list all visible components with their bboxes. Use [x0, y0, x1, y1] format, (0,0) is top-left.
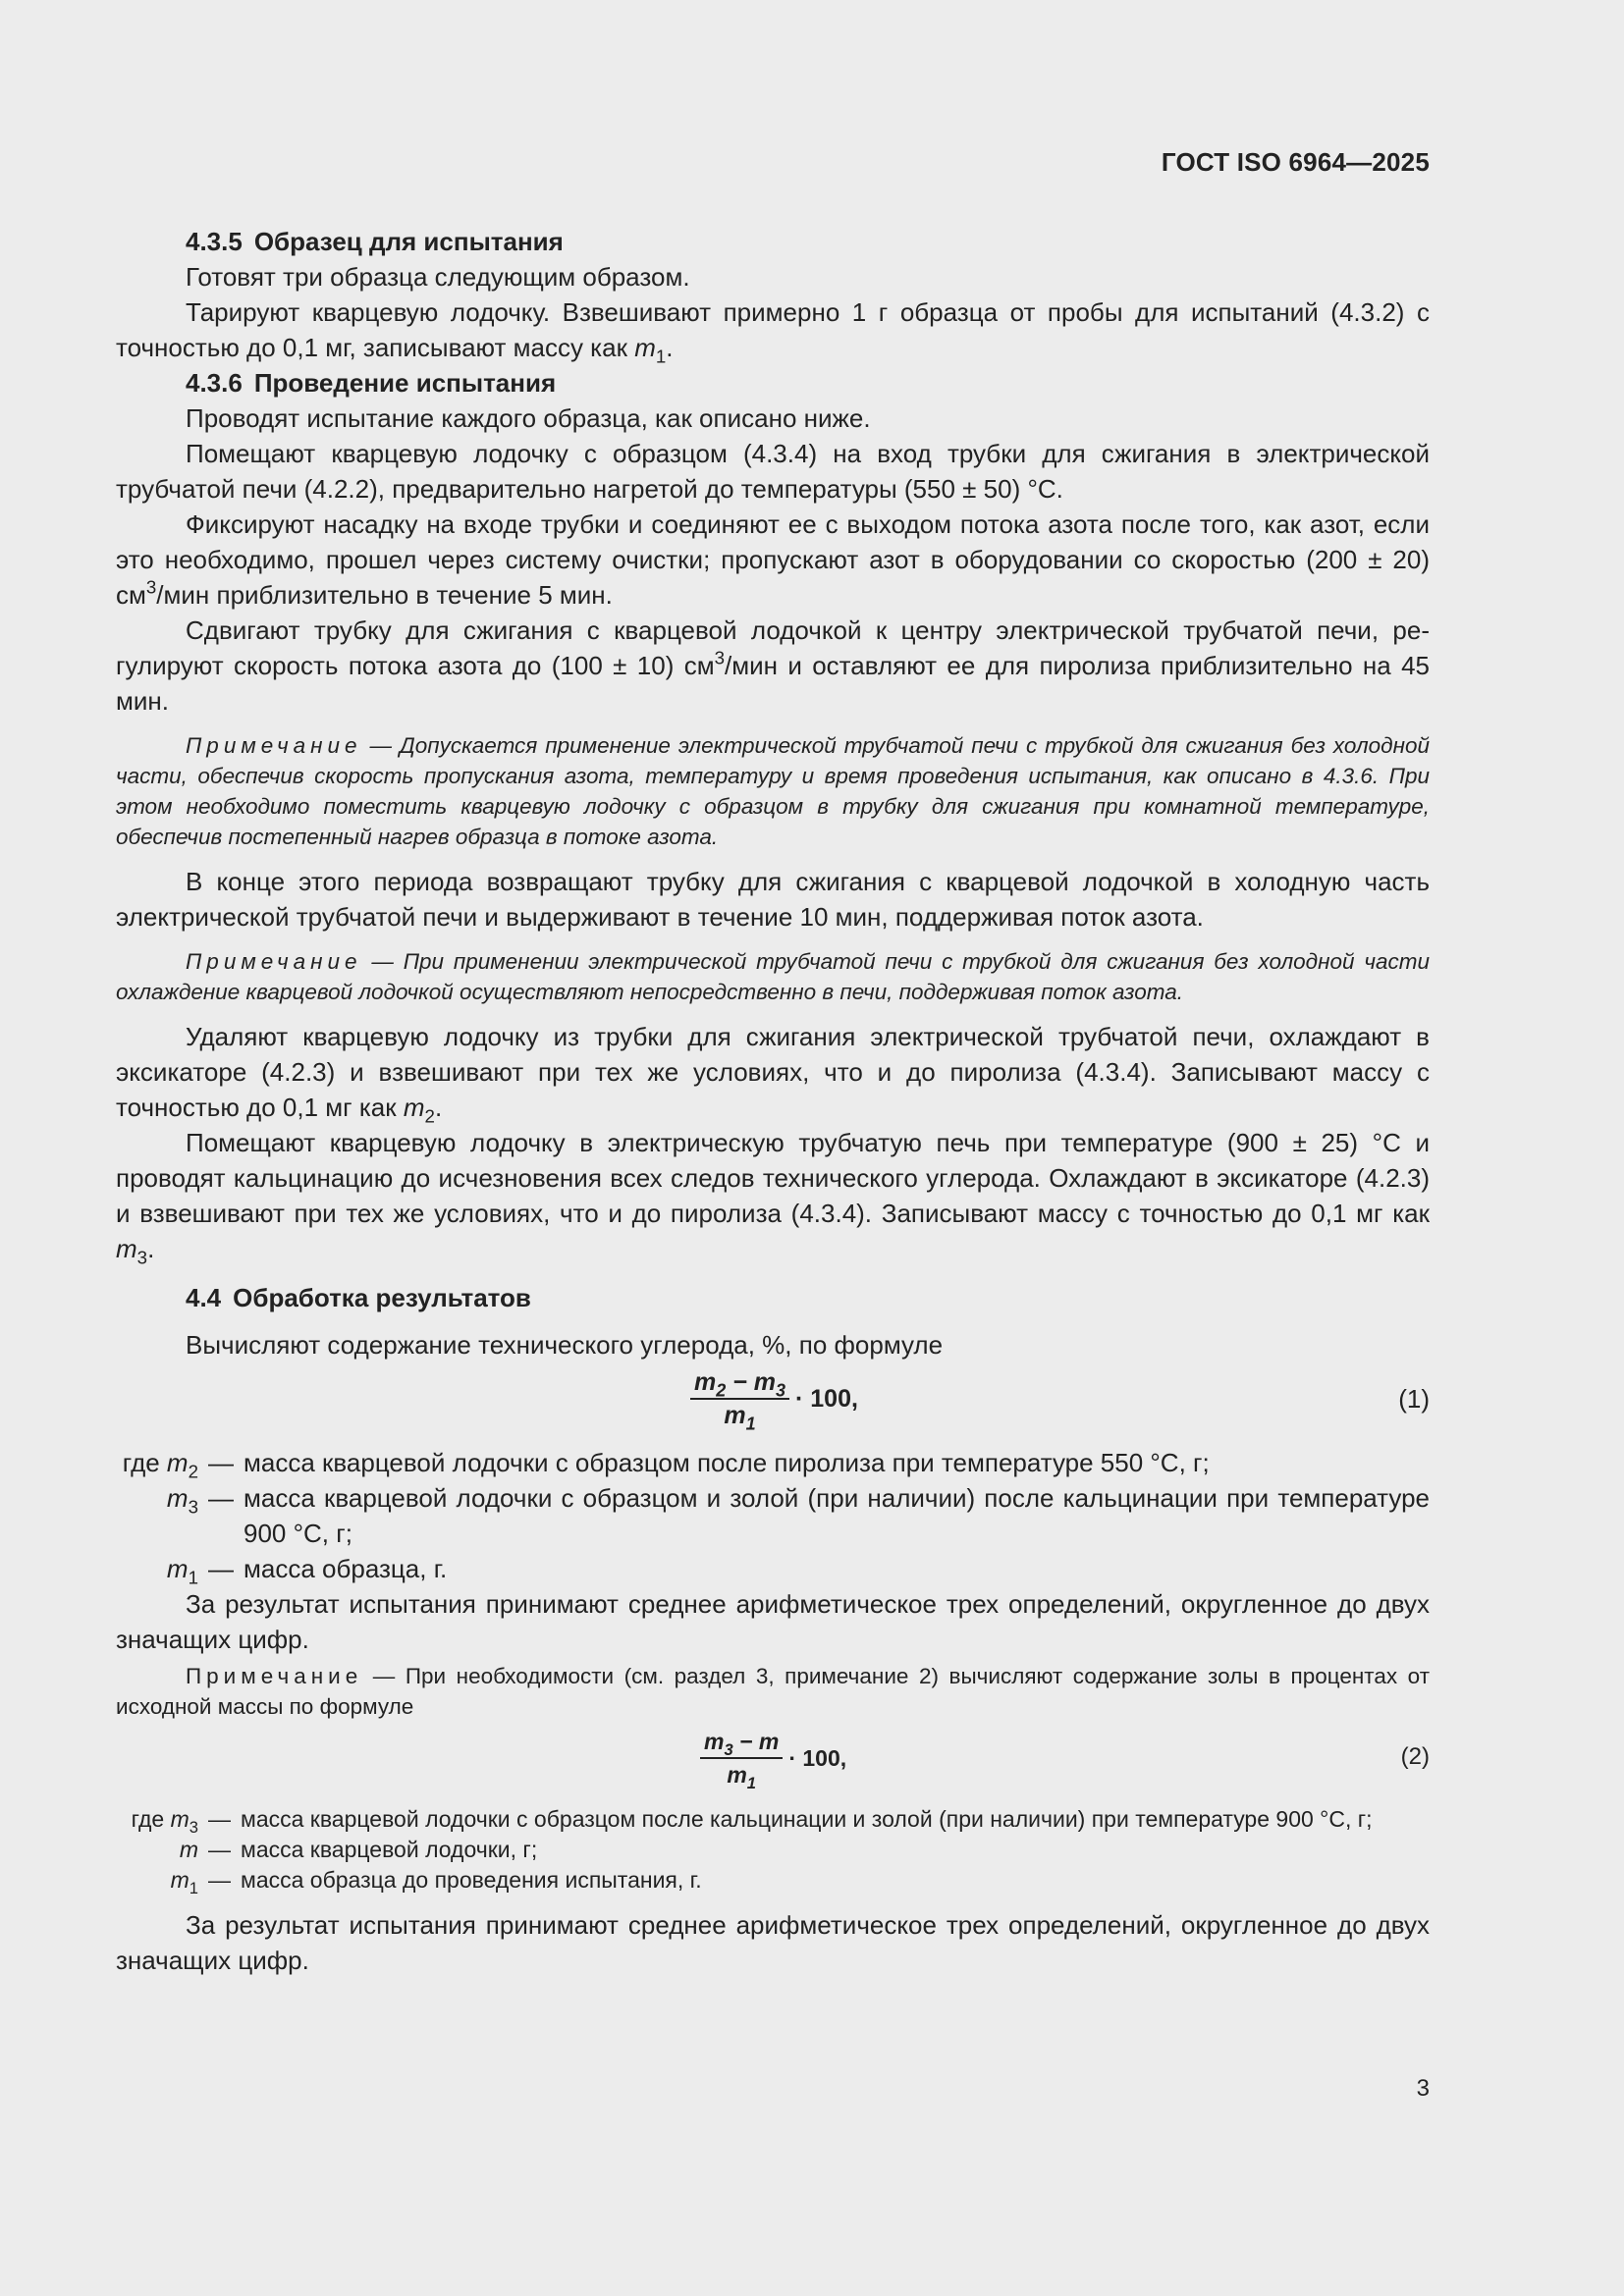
definition-row — [116, 1551, 1430, 1586]
math-variable: m — [166, 1483, 189, 1513]
math-variable: m — [758, 1729, 780, 1754]
page-number: 3 — [1416, 2075, 1430, 2102]
paragraph: Готовят три образца следующим образом. — [186, 262, 690, 292]
definition-symbol — [116, 1445, 198, 1480]
definition-symbol — [116, 1835, 198, 1865]
math-variable: m — [179, 1837, 198, 1862]
multiplier: · 100, — [788, 1744, 847, 1771]
definition-text: масса образца, г. — [244, 1554, 448, 1583]
section-number: 4.4 — [186, 1283, 222, 1312]
definition-row — [116, 1445, 1430, 1480]
note-label: Примечание — [186, 1664, 363, 1688]
definition-text: масса кварцевой лодочки с образцом и золой (при наличии) после кальцинации при температуре 900 °С, г; — [244, 1483, 1430, 1548]
section-number: 4.3.5 — [186, 227, 243, 256]
paragraph: В конце этого периода возвращают трубку для сжигания с кварцевой лодочкой в холодную часть электрической трубчатой печи и выдерживают в течение 10 мин, поддерживая поток азота. — [116, 867, 1430, 932]
math-variable: m — [724, 1402, 746, 1429]
note-label: Примечание — [186, 733, 362, 758]
formula-1 — [116, 1368, 1430, 1433]
definition-dash: — — [208, 1554, 234, 1583]
math-subscript: 3 — [724, 1739, 733, 1759]
math-subscript: 3 — [136, 1247, 148, 1268]
definition-dash: — — [208, 1837, 231, 1862]
section-heading-4-4 — [116, 1280, 1430, 1315]
definition-text: масса кварцевой лодочки с образцом после пиролиза при температуре 550 °С, г; — [244, 1448, 1210, 1477]
math-subscript: 1 — [745, 1414, 756, 1434]
paragraph — [116, 507, 1430, 613]
definition-symbol — [116, 1865, 198, 1896]
paragraph — [116, 1125, 1430, 1266]
formula-2 — [116, 1728, 1430, 1792]
math-variable: m — [727, 1762, 747, 1788]
definition-row — [116, 1865, 1430, 1896]
paragraph-text: Фиксируют насадку на входе трубки и соединяют ее с выходом потока азота после того, как азот, если это необходимо, прошел через систему очистки; пропускают азот в оборудовании со скоростью (200 ± 20) см — [116, 509, 1430, 610]
math-subscript: 2 — [188, 1461, 198, 1482]
math-variable: m — [116, 1234, 137, 1263]
fraction-denominator — [724, 1400, 756, 1434]
math-subscript: 1 — [746, 1773, 756, 1792]
math-subscript: 1 — [189, 1878, 198, 1897]
definition-text: масса кварцевой лодочки с образцом после кальцинации и золой (при наличии) при температуре 900 °С, г; — [241, 1806, 1373, 1832]
document-code: ГОСТ ISO 6964—2025 — [1161, 147, 1430, 177]
paragraph-text: /мин и оставляют ее для пиролиза приблизительно на 45 мин. — [116, 651, 1430, 716]
paragraph: Помещают кварцевую лодочку с образцом (4.3.4) на вход трубки для сжигания в электрической трубчатой печи (4.2.2), предварительно нагретой до температуры (550 ± 50) °С. — [116, 439, 1430, 504]
math-variable: m — [694, 1368, 717, 1396]
fraction — [690, 1368, 789, 1434]
math-variable: m — [403, 1093, 425, 1122]
math-subscript: 1 — [188, 1567, 198, 1588]
note-2 — [116, 946, 1430, 1007]
punctuation: . — [147, 1234, 155, 1263]
paragraph: Проводят испытание каждого образца, как описано ниже. — [186, 403, 871, 433]
note-label: Примечание — [186, 949, 362, 974]
equation-number: (2) — [1400, 1743, 1430, 1770]
section-title: Обработка результатов — [233, 1283, 531, 1312]
equation-number: (1) — [1398, 1384, 1430, 1414]
paragraph-text: Сдвигают трубку для сжигания с кварцевой лодочкой к центру электрической трубчатой печи, регулируют скорость потока азота до (100 ± 10) см — [116, 615, 1430, 680]
document-body — [116, 224, 1430, 1978]
superscript: 3 — [145, 576, 157, 598]
formula-expression — [690, 1368, 858, 1434]
math-subscript: 3 — [775, 1380, 785, 1401]
definitions-formula-1 — [116, 1445, 1430, 1586]
where-word: где — [131, 1806, 171, 1832]
paragraph-text: Помещают кварцевую лодочку в электрическую трубчатую печь при температуре (900 ± 25) °С и проводят кальцинацию до исчезновения всех следов технического углерода. Охлаждают в эксикаторе (4.2.3) и взвешивают при тех же условиях, что и до пиролиза (4.3.4). Записывают массу с точностью до 0,1 мг как — [116, 1128, 1430, 1228]
definitions-formula-2 — [116, 1804, 1430, 1896]
paragraph — [116, 613, 1430, 719]
section-number: 4.3.6 — [186, 368, 243, 398]
multiplier: · 100, — [795, 1384, 858, 1413]
definition-dash: — — [208, 1806, 231, 1832]
definition-dash: — — [208, 1448, 234, 1477]
paragraph — [116, 294, 1430, 365]
superscript: 3 — [714, 647, 725, 668]
paragraph-text: Тарируют кварцевую лодочку. Взвешивают примерно 1 г образца от пробы для испытаний (4.3.2) с точностью до 0,1 мг, записывают массу как — [116, 297, 1430, 362]
math-variable: m — [753, 1368, 776, 1396]
math-variable: m — [170, 1867, 189, 1893]
math-subscript: 2 — [424, 1105, 435, 1127]
math-subscript: 3 — [189, 1817, 198, 1837]
math-subscript: 2 — [716, 1380, 727, 1401]
math-variable: m — [166, 1448, 189, 1477]
math-subscript: 1 — [655, 346, 667, 367]
note-3 — [116, 1661, 1430, 1722]
paragraph — [116, 1019, 1430, 1125]
note-text: — Допускается применение электрической трубчатой печи с трубкой для сжигания без холодной части, обеспечив скорость пропускания азота, температуру и время проведения испытания, как описано в 4.3.6. При этом необходимо поместить кварцевую лодочку с образцом в трубку для сжигания при комнатной температуре, обеспечив постепенный нагрев образца в потоке азота. — [116, 733, 1430, 849]
paragraph-text: /мин приблизительно в течение 5 мин. — [156, 580, 613, 610]
note-text: — При необходимости (см. раздел 3, примечание 2) вычисляют содержание золы в процентах от исходной массы по формуле — [116, 1664, 1430, 1719]
definition-row — [116, 1835, 1430, 1865]
definition-symbol — [116, 1551, 198, 1586]
fraction-numerator — [700, 1728, 783, 1759]
note-1 — [116, 730, 1430, 852]
punctuation: . — [666, 333, 674, 362]
paragraph: За результат испытания принимают среднее арифметическое трех определений, округленное до двух значащих цифр. — [116, 1589, 1430, 1654]
section-heading-4-3-5 — [116, 224, 1430, 259]
section-heading-4-3-6 — [116, 365, 1430, 400]
paragraph: За результат испытания принимают среднее арифметическое трех определений, округленное до двух значащих цифр. — [116, 1910, 1430, 1975]
definition-symbol — [116, 1480, 198, 1551]
math-variable: m — [166, 1554, 189, 1583]
math-variable: m — [634, 333, 656, 362]
math-variable: m — [704, 1729, 725, 1754]
definition-dash: — — [208, 1483, 234, 1513]
definition-text: масса кварцевой лодочки, г; — [241, 1837, 538, 1862]
minus-sign: − — [726, 1368, 754, 1396]
note-text: — При применении электрической трубчатой печи с трубкой для сжигания без холодной части охлаждение кварцевой лодочкой осуществляют непосредственно в печи, поддерживая поток азота. — [116, 949, 1430, 1004]
section-title: Проведение испытания — [253, 368, 557, 398]
definition-dash: — — [208, 1867, 231, 1893]
minus-sign: − — [732, 1729, 759, 1754]
math-subscript: 3 — [188, 1496, 198, 1518]
paragraph: Вычисляют содержание технического углерода, %, по формуле — [186, 1330, 944, 1360]
formula-expression — [700, 1728, 847, 1792]
section-title: Образец для испытания — [253, 227, 564, 256]
fraction-numerator — [690, 1368, 789, 1400]
where-word: где — [122, 1448, 167, 1477]
definition-symbol — [116, 1804, 198, 1835]
paragraph-text: Удаляют кварцевую лодочку из трубки для сжигания электрической трубчатой печи, охлаждают в эксикаторе (4.2.3) и взвешивают при тех же условиях, что и до пиролиза (4.3.4). Записывают массу с точностью до 0,1 мг как — [116, 1022, 1430, 1122]
fraction — [700, 1728, 783, 1792]
definition-row — [116, 1804, 1430, 1835]
definition-row — [116, 1480, 1430, 1551]
fraction-denominator — [727, 1759, 756, 1792]
punctuation: . — [434, 1093, 443, 1122]
math-variable: m — [170, 1806, 189, 1832]
definition-text: масса образца до проведения испытания, г. — [241, 1867, 702, 1893]
